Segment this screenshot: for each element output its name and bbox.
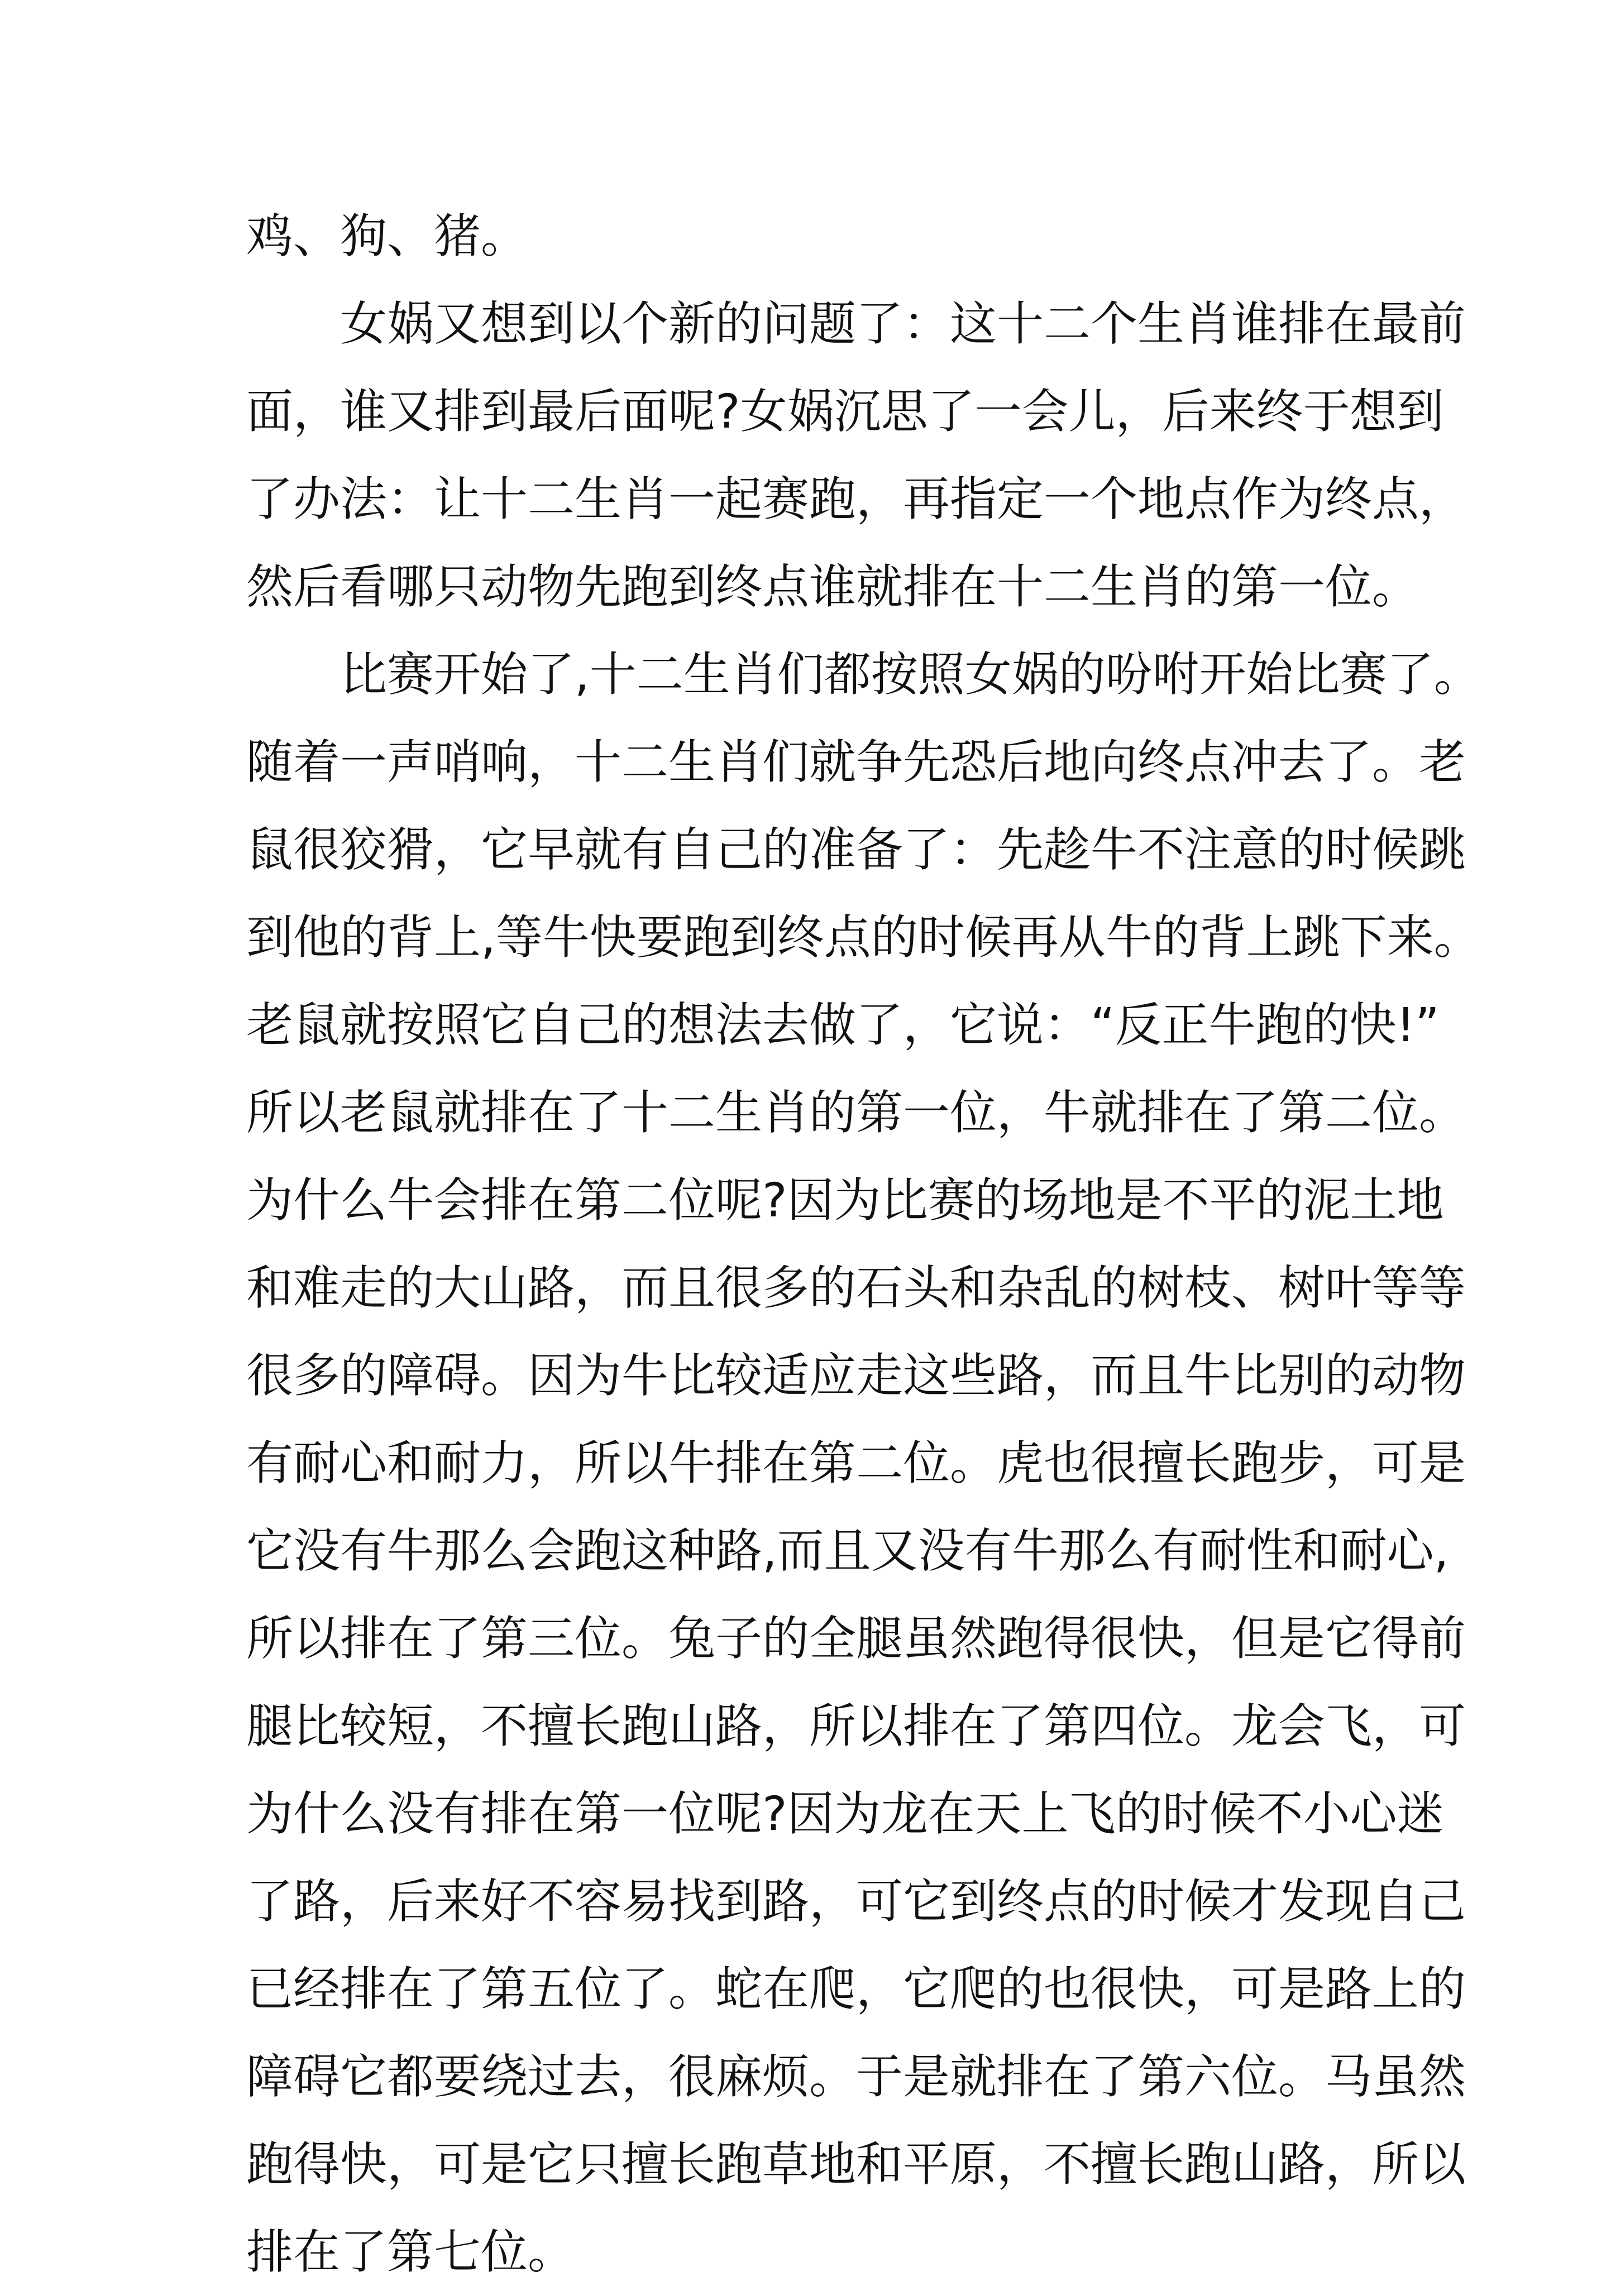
paragraph xyxy=(246,193,1385,280)
text-line: 鸡、狗、猪。 xyxy=(246,209,528,263)
text-line: 为什么没有排在第一位呢?因为龙在天上飞的时候不小心迷 xyxy=(246,1786,1444,1841)
paragraph xyxy=(246,631,1481,2296)
text-line: 它没有牛那么会跑这种路,而且又没有牛那么有耐性和耐心, xyxy=(246,1523,1449,1578)
text-line: 面，谁又排到最后面呢?女娲沉思了一会儿，后来终于想到 xyxy=(246,384,1444,439)
text-line: 比赛开始了,十二生肖们都按照女娲的吩咐开始比赛了。 xyxy=(340,647,1481,702)
text-line: 所以排在了第三位。兔子的全腿虽然跑得很快，但是它得前 xyxy=(246,1611,1466,1666)
text-line: 了办法：让十二生肖一起赛跑，再指定一个地点作为终点， xyxy=(246,472,1466,526)
text-line: 鼠很狡猾，它早就有自己的准备了：先趁牛不注意的时候跳 xyxy=(246,822,1466,877)
text-line: 老鼠就按照它自己的想法去做了，它说：“反正牛跑的快!” xyxy=(246,998,1440,1052)
text-line: 跑得快，可是它只擅长跑草地和平原，不擅长跑山路，所以 xyxy=(246,2137,1466,2192)
text-line: 然后看哪只动物先跑到终点谁就排在十二生肖的第一位。 xyxy=(246,559,1419,614)
text-line: 排在了第七位。 xyxy=(246,2225,575,2279)
text-line: 随着一声哨响，十二生肖们就争先恐后地向终点冲去了。老 xyxy=(246,735,1466,789)
text-line: 腿比较短，不擅长跑山路，所以排在了第四位。龙会飞，可 xyxy=(246,1699,1466,1753)
text-line: 女娲又想到以个新的问题了：这十二个生肖谁排在最前 xyxy=(340,296,1466,351)
text-line: 已经排在了第五位了。蛇在爬，它爬的也很快，可是路上的 xyxy=(246,1962,1466,2016)
paragraph xyxy=(246,280,1466,631)
text-line: 了路，后来好不容易找到路，可它到终点的时候才发现自己 xyxy=(246,1874,1466,1929)
body-text xyxy=(246,193,1481,2296)
text-line: 和难走的大山路，而且很多的石头和杂乱的树枝、树叶等等 xyxy=(246,1260,1466,1315)
text-line: 为什么牛会排在第二位呢?因为比赛的场地是不平的泥土地 xyxy=(246,1173,1444,1228)
text-line: 有耐心和耐力，所以牛排在第二位。虎也很擅长跑步，可是 xyxy=(246,1436,1466,1490)
text-line: 所以老鼠就排在了十二生肖的第一位，牛就排在了第二位。 xyxy=(246,1085,1466,1140)
text-line: 障碍它都要绕过去，很麻烦。于是就排在了第六位。马虽然 xyxy=(246,2049,1466,2104)
text-line: 到他的背上,等牛快要跑到终点的时候再从牛的背上跳下来。 xyxy=(246,910,1481,965)
text-line: 很多的障碍。因为牛比较适应走这些路，而且牛比别的动物 xyxy=(246,1348,1466,1403)
